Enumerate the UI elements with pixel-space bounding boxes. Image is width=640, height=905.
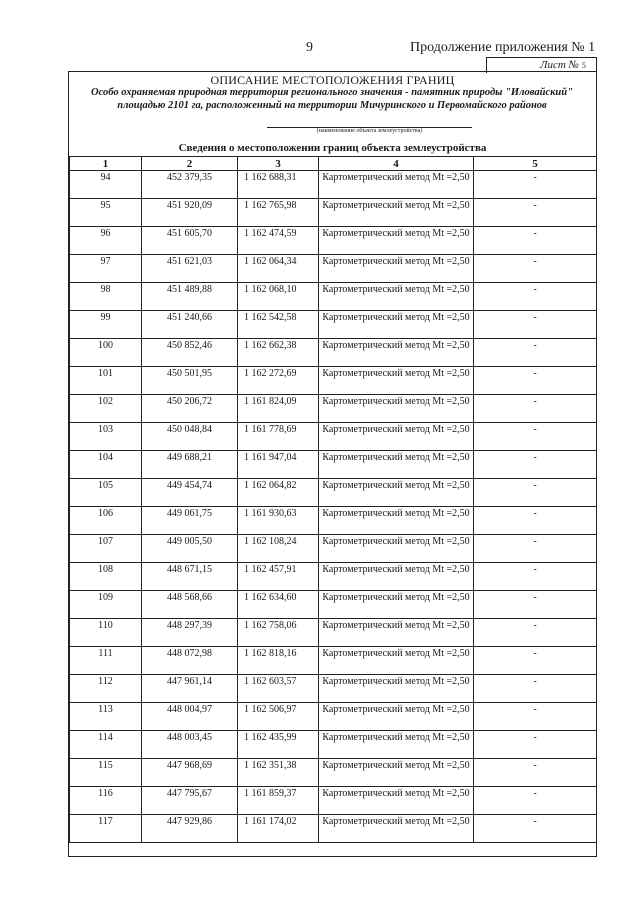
note-cell: - — [474, 815, 597, 843]
table-row — [70, 171, 597, 199]
note-cell: - — [474, 311, 597, 339]
y-coordinate-cell: 1 162 474,59 — [238, 227, 319, 255]
method-cell: Картометрический метод Mt =2,50 — [319, 395, 474, 423]
point-number-cell: 95 — [70, 199, 142, 227]
method-cell: Картометрический метод Mt =2,50 — [319, 535, 474, 563]
point-number-cell: 104 — [70, 451, 142, 479]
table-row — [70, 395, 597, 423]
x-coordinate-cell: 450 048,84 — [142, 423, 238, 451]
method-cell: Картометрический метод Mt =2,50 — [319, 451, 474, 479]
point-number-cell: 107 — [70, 535, 142, 563]
table-row — [70, 787, 597, 815]
table-row — [70, 283, 597, 311]
note-cell: - — [474, 675, 597, 703]
method-cell: Картометрический метод Mt =2,50 — [319, 339, 474, 367]
y-coordinate-cell: 1 162 688,31 — [238, 171, 319, 199]
note-cell: - — [474, 395, 597, 423]
y-coordinate-cell: 1 162 542,58 — [238, 311, 319, 339]
table-row — [70, 535, 597, 563]
table-row — [70, 647, 597, 675]
method-cell: Картометрический метод Mt =2,50 — [319, 647, 474, 675]
note-cell: - — [474, 171, 597, 199]
y-coordinate-cell: 1 162 108,24 — [238, 535, 319, 563]
note-cell: - — [474, 563, 597, 591]
note-cell: - — [474, 423, 597, 451]
x-coordinate-cell: 447 968,69 — [142, 759, 238, 787]
point-number-cell: 112 — [70, 675, 142, 703]
note-cell: - — [474, 507, 597, 535]
table-row — [70, 675, 597, 703]
method-cell: Картометрический метод Mt =2,50 — [319, 815, 474, 843]
y-coordinate-cell: 1 162 603,57 — [238, 675, 319, 703]
table-header-row — [70, 157, 597, 171]
x-coordinate-cell: 451 920,09 — [142, 199, 238, 227]
note-cell: - — [474, 451, 597, 479]
table-row — [70, 367, 597, 395]
coordinates-table — [69, 156, 597, 843]
point-number-cell: 105 — [70, 479, 142, 507]
x-coordinate-cell: 451 621,03 — [142, 255, 238, 283]
method-cell: Картометрический метод Mt =2,50 — [319, 759, 474, 787]
method-cell: Картометрический метод Mt =2,50 — [319, 171, 474, 199]
y-coordinate-cell: 1 162 765,98 — [238, 199, 319, 227]
y-coordinate-cell: 1 162 435,99 — [238, 731, 319, 759]
note-cell: - — [474, 619, 597, 647]
note-cell: - — [474, 227, 597, 255]
note-cell: - — [474, 731, 597, 759]
x-coordinate-cell: 452 379,35 — [142, 171, 238, 199]
table-row — [70, 507, 597, 535]
y-coordinate-cell: 1 162 662,38 — [238, 339, 319, 367]
point-number-cell: 109 — [70, 591, 142, 619]
point-number-cell: 114 — [70, 731, 142, 759]
x-coordinate-cell: 448 568,66 — [142, 591, 238, 619]
page-number: 9 — [306, 40, 313, 55]
point-number-cell: 115 — [70, 759, 142, 787]
note-cell: - — [474, 255, 597, 283]
method-cell: Картометрический метод Mt =2,50 — [319, 227, 474, 255]
sheet-number: 5 — [581, 61, 586, 70]
x-coordinate-cell: 449 454,74 — [142, 479, 238, 507]
document-title: ОПИСАНИЕ МЕСТОПОЛОЖЕНИЯ ГРАНИЦ — [210, 73, 455, 87]
x-coordinate-cell: 447 795,67 — [142, 787, 238, 815]
method-cell: Картометрический метод Mt =2,50 — [319, 619, 474, 647]
sheet-label: Лист № — [540, 59, 579, 71]
table-row — [70, 199, 597, 227]
method-cell: Картометрический метод Mt =2,50 — [319, 563, 474, 591]
object-description: Особо охраняемая природная территория регионального значения - памятник природы "Иловайский" площадью 2101 га, расположенный на территории Мичуринского и Первомайского районов — [91, 87, 573, 111]
method-cell: Картометрический метод Mt =2,50 — [319, 199, 474, 227]
document-frame — [68, 71, 597, 857]
x-coordinate-cell: 450 852,46 — [142, 339, 238, 367]
y-coordinate-cell: 1 161 930,63 — [238, 507, 319, 535]
x-coordinate-cell: 449 005,50 — [142, 535, 238, 563]
y-coordinate-cell: 1 161 778,69 — [238, 423, 319, 451]
appendix-continuation: Продолжение приложения № 1 — [410, 40, 596, 55]
table-row — [70, 619, 597, 647]
point-number-cell: 110 — [70, 619, 142, 647]
note-cell: - — [474, 339, 597, 367]
point-number-cell: 98 — [70, 283, 142, 311]
method-cell: Картометрический метод Mt =2,50 — [319, 423, 474, 451]
y-coordinate-cell: 1 161 859,37 — [238, 787, 319, 815]
point-number-cell: 100 — [70, 339, 142, 367]
column-header: 5 — [474, 157, 597, 171]
table-row — [70, 451, 597, 479]
x-coordinate-cell: 450 206,72 — [142, 395, 238, 423]
method-cell: Картометрический метод Mt =2,50 — [319, 787, 474, 815]
note-cell: - — [474, 199, 597, 227]
x-coordinate-cell: 448 297,39 — [142, 619, 238, 647]
y-coordinate-cell: 1 162 068,10 — [238, 283, 319, 311]
column-header: 4 — [319, 157, 474, 171]
table-body — [70, 171, 597, 843]
note-cell: - — [474, 591, 597, 619]
x-coordinate-cell: 448 004,97 — [142, 703, 238, 731]
table-row — [70, 479, 597, 507]
point-number-cell: 103 — [70, 423, 142, 451]
table-row — [70, 731, 597, 759]
column-header: 1 — [70, 157, 142, 171]
point-number-cell: 99 — [70, 311, 142, 339]
point-number-cell: 97 — [70, 255, 142, 283]
y-coordinate-cell: 1 161 174,02 — [238, 815, 319, 843]
point-number-cell: 102 — [70, 395, 142, 423]
y-coordinate-cell: 1 161 947,04 — [238, 451, 319, 479]
y-coordinate-cell: 1 162 272,69 — [238, 367, 319, 395]
x-coordinate-cell: 451 489,88 — [142, 283, 238, 311]
method-cell: Картометрический метод Mt =2,50 — [319, 283, 474, 311]
y-coordinate-cell: 1 162 758,06 — [238, 619, 319, 647]
point-number-cell: 111 — [70, 647, 142, 675]
method-cell: Картометрический метод Mt =2,50 — [319, 479, 474, 507]
note-cell: - — [474, 787, 597, 815]
table-row — [70, 255, 597, 283]
note-cell: - — [474, 759, 597, 787]
table-row — [70, 563, 597, 591]
y-coordinate-cell: 1 162 818,16 — [238, 647, 319, 675]
x-coordinate-cell: 448 072,98 — [142, 647, 238, 675]
method-cell: Картометрический метод Mt =2,50 — [319, 311, 474, 339]
table-row — [70, 311, 597, 339]
point-number-cell: 101 — [70, 367, 142, 395]
x-coordinate-cell: 451 605,70 — [142, 227, 238, 255]
x-coordinate-cell: 451 240,66 — [142, 311, 238, 339]
method-cell: Картометрический метод Mt =2,50 — [319, 367, 474, 395]
y-coordinate-cell: 1 162 634,60 — [238, 591, 319, 619]
point-number-cell: 113 — [70, 703, 142, 731]
table-row — [70, 703, 597, 731]
note-cell: - — [474, 479, 597, 507]
method-cell: Картометрический метод Mt =2,50 — [319, 507, 474, 535]
method-cell: Картометрический метод Mt =2,50 — [319, 731, 474, 759]
method-cell: Картометрический метод Mt =2,50 — [319, 703, 474, 731]
method-cell: Картометрический метод Mt =2,50 — [319, 675, 474, 703]
note-cell: - — [474, 535, 597, 563]
point-number-cell: 106 — [70, 507, 142, 535]
x-coordinate-cell: 450 501,95 — [142, 367, 238, 395]
y-coordinate-cell: 1 161 824,09 — [238, 395, 319, 423]
y-coordinate-cell: 1 162 064,34 — [238, 255, 319, 283]
table-row — [70, 815, 597, 843]
x-coordinate-cell: 448 671,15 — [142, 563, 238, 591]
point-number-cell: 117 — [70, 815, 142, 843]
y-coordinate-cell: 1 162 064,82 — [238, 479, 319, 507]
note-cell: - — [474, 283, 597, 311]
column-header: 3 — [238, 157, 319, 171]
table-row — [70, 423, 597, 451]
point-number-cell: 96 — [70, 227, 142, 255]
table-row — [70, 227, 597, 255]
object-caption: (наименование объекта землеустройства) — [267, 127, 472, 134]
point-number-cell: 94 — [70, 171, 142, 199]
x-coordinate-cell: 447 929,86 — [142, 815, 238, 843]
x-coordinate-cell: 448 003,45 — [142, 731, 238, 759]
y-coordinate-cell: 1 162 506,97 — [238, 703, 319, 731]
note-cell: - — [474, 647, 597, 675]
y-coordinate-cell: 1 162 351,38 — [238, 759, 319, 787]
point-number-cell: 116 — [70, 787, 142, 815]
method-cell: Картометрический метод Mt =2,50 — [319, 591, 474, 619]
note-cell: - — [474, 367, 597, 395]
column-header: 2 — [142, 157, 238, 171]
point-number-cell: 108 — [70, 563, 142, 591]
table-row — [70, 339, 597, 367]
x-coordinate-cell: 449 061,75 — [142, 507, 238, 535]
x-coordinate-cell: 447 961,14 — [142, 675, 238, 703]
note-cell: - — [474, 703, 597, 731]
table-row — [70, 759, 597, 787]
x-coordinate-cell: 449 688,21 — [142, 451, 238, 479]
y-coordinate-cell: 1 162 457,91 — [238, 563, 319, 591]
section-title: Сведения о местоположении границ объекта землеустройства — [178, 142, 487, 154]
method-cell: Картометрический метод Mt =2,50 — [319, 255, 474, 283]
table-row — [70, 591, 597, 619]
